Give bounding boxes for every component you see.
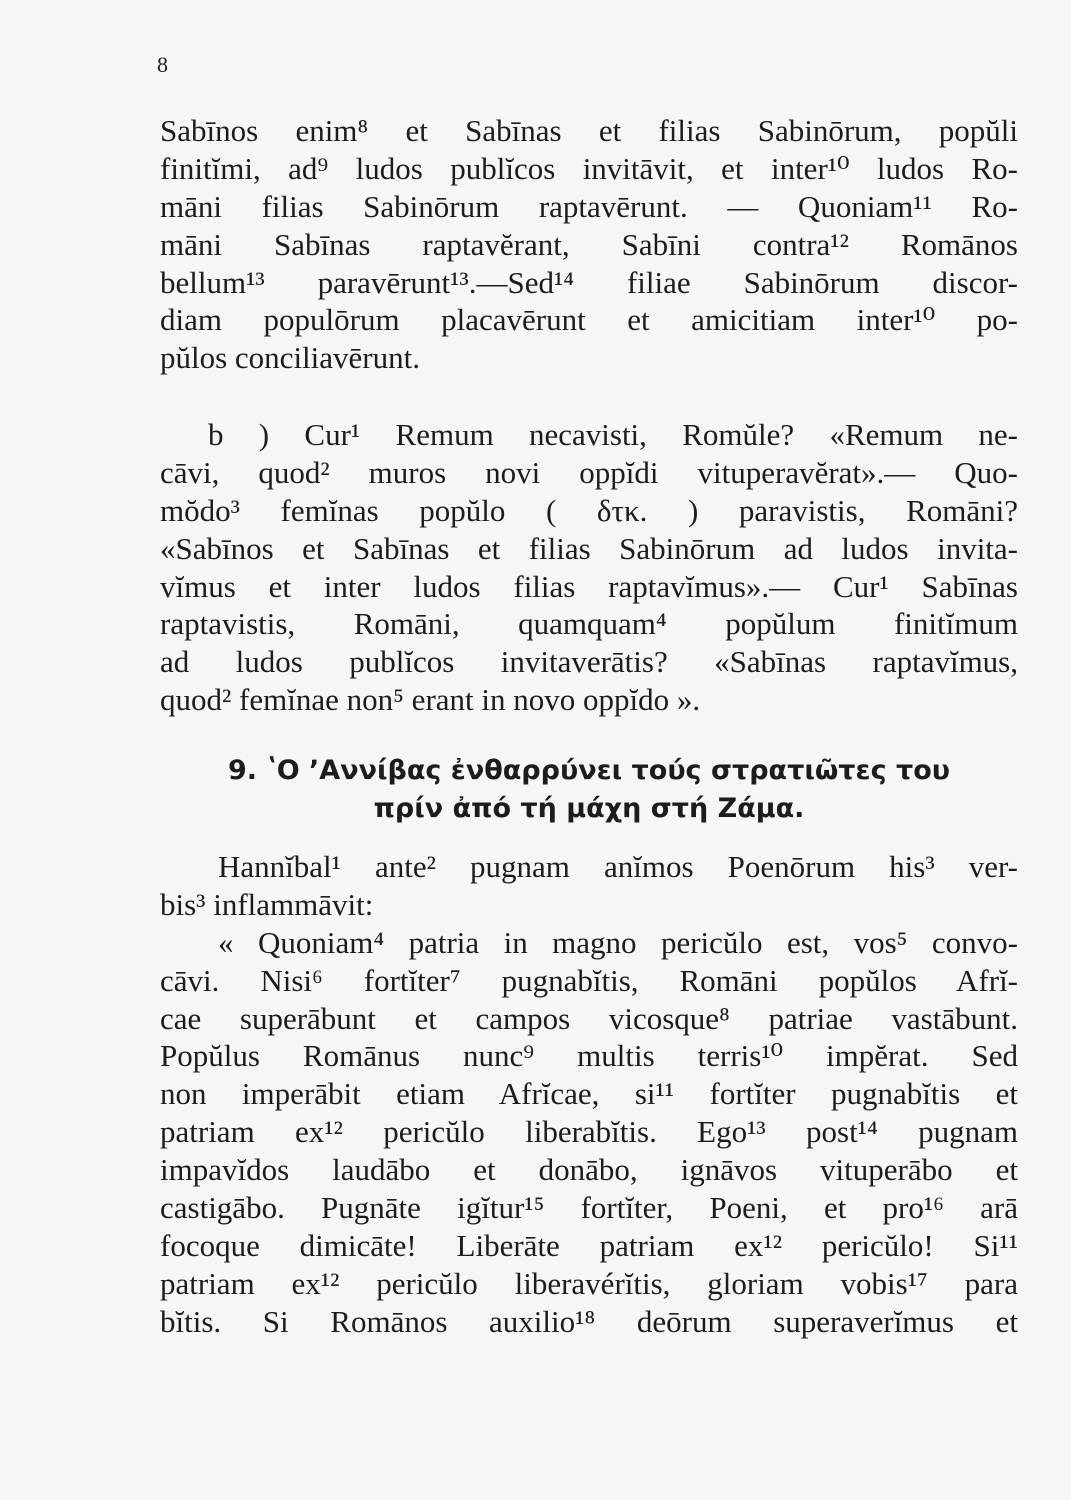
text-line: b ) Cur¹ Remum necavisti, Romŭle? «Remum ne-: [208, 417, 1018, 452]
text-line: patriam ex¹² pericŭlo liberavérĭtis, gloriam vobis¹⁷ para: [160, 1265, 1018, 1301]
text-line: Sabīnos enim⁸ et Sabīnas et filias Sabinōrum, popŭli: [160, 113, 1018, 148]
text-line: bis³ inflammāvit:: [160, 886, 374, 922]
text-line: quod² femĭnae non⁵ erant in novo oppĭdo ».: [160, 682, 701, 718]
heading-line: 9. ʽΟ ʼΑννίβας ἐνθαρρύνει τούς στρατιῶτες του: [228, 755, 950, 786]
text-line: raptavistis, Romāni, quamquam⁴ popŭlum finitĭmum: [160, 606, 1018, 642]
text-line: vĭmus et inter ludos filias raptavĭmus».— Cur¹ Sabīnas: [160, 568, 1018, 604]
text-line: mŏdo³ femĭnas popŭlo ( δτκ. ) paravistis, Romāni?: [160, 492, 1018, 528]
text-line: cae superābunt et campos vicosque⁸ patriae vastābunt.: [160, 1000, 1018, 1036]
page-number: 8: [157, 52, 168, 77]
text-line: impavĭdos laudābo et donābo, ignāvos vituperābo et: [160, 1152, 1018, 1188]
text-line: māni filias Sabinōrum raptavērunt. — Quoniam¹¹ Ro-: [160, 188, 1018, 224]
text-line: bellum¹³ paravērunt¹³.—Sed¹⁴ filiae Sabinōrum discor-: [160, 264, 1018, 300]
text-line: «Sabīnos et Sabīnas et filias Sabinōrum ad ludos invita-: [160, 530, 1018, 566]
heading-line: πρίν ἀπό τή μάχη στή Ζάμα.: [373, 793, 805, 824]
paragraph-hannibal: [160, 848, 1018, 1341]
text-line: patriam ex¹² pericŭlo liberabĭtis. Ego¹³ post¹⁴ pugnam: [160, 1114, 1018, 1150]
text-line: ad ludos publĭcos invitaverātis? «Sabīnas raptavĭmus,: [160, 644, 1018, 680]
text-line: « Quoniam⁴ patria in magno pericŭlo est, vos⁵ convo-: [218, 924, 1018, 960]
text-line: māni Sabīnas raptavĕrant, Sabīni contra¹² Romānos: [160, 226, 1018, 262]
text-line: cāvi, quod² muros novi oppĭdi vituperavĕrat».— Quo-: [160, 454, 1018, 490]
text-line: cāvi. Nisi⁶ fortĭter⁷ pugnabĭtis, Romāni popŭlos Afrĭ-: [160, 962, 1018, 998]
text-line: focoque dimicāte! Liberāte patriam ex¹² pericŭlo! Si¹¹: [160, 1227, 1018, 1263]
text-line: diam populōrum placavērunt et amicitiam inter¹⁰ po-: [160, 302, 1018, 338]
text-line: finitĭmi, ad⁹ ludos publĭcos invitāvit, et inter¹⁰ ludos Ro-: [160, 150, 1018, 186]
text-line: castigābo. Pugnāte igĭtur¹⁵ fortĭter, Poeni, et pro¹⁶ arā: [160, 1190, 1018, 1226]
text-line: Popŭlus Romānus nunc⁹ multis terris¹⁰ impĕrat. Sed: [160, 1038, 1018, 1074]
text-line: pŭlos conciliavērunt.: [160, 340, 420, 376]
text-line: bĭtis. Si Romānos auxilio¹⁸ deōrum superaverĭmus et: [160, 1303, 1018, 1339]
section-heading: [160, 752, 1018, 828]
paragraph-sabines: [160, 112, 1018, 377]
text-line: non imperābit etiam Afrĭcae, si¹¹ fortĭter pugnabĭtis et: [160, 1076, 1018, 1112]
text-line: Hannĭbal¹ ante² pugnam anĭmos Poenōrum his³ ver-: [218, 849, 1018, 884]
paragraph-remus: [160, 416, 1018, 719]
